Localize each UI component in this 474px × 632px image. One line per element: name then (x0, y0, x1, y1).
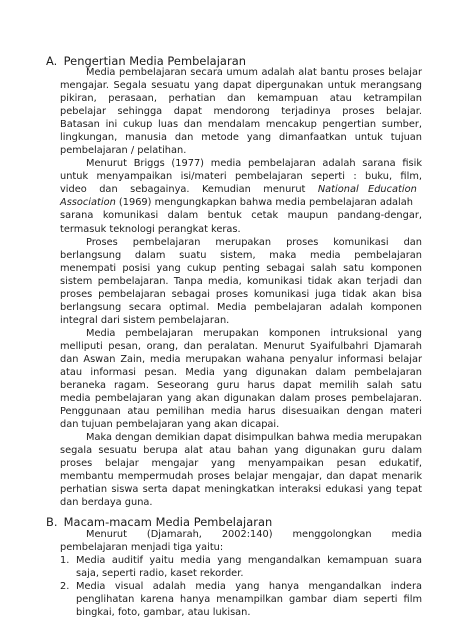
text-line: Media auditif yaitu media yang mengandalkan kemampuan suara (76, 554, 422, 566)
text-line: pikiran, perasaan, perhatian dan kemampuan atau ketrampilan (60, 93, 422, 105)
section-a-number: A. (46, 54, 58, 68)
text-line: dan berdaya guna. (60, 497, 153, 509)
italic-source-name: National Education (317, 184, 417, 196)
text-line: berlangsung secara optimal. Media pembelajaran adalah komponen (60, 301, 422, 313)
text-line: proses belajar mengajar yang menyampaikan pesan edukatif, (60, 458, 422, 469)
text-line: lingkungan, manusia dan metode yang dimanfaatkan untuk tujuan (60, 132, 422, 144)
text-line: Maka dengan demikian dapat disimpulkan bahwa media merupakan (86, 431, 422, 443)
text-line: menempati posisi yang cukup penting sebagai salah satu komponen (60, 262, 422, 274)
text-line: Proses pembelajaran merupakan proses komunikasi dan (86, 236, 422, 248)
text-line: membantu mempermudah proses belajar mengajar, dan dapat menarik (60, 471, 422, 482)
text-line (60, 196, 422, 209)
section-b-number: B. (46, 514, 58, 529)
section-b-title: Macam-macam Media Pembelajaran (63, 514, 273, 529)
text-line: saja, seperti radio, kaset rekorder. (76, 567, 244, 579)
text-line: mengajar. Segala sesuatu yang dapat dipergunakan untuk merangsang (60, 80, 422, 92)
text-line: Penggunaan atau pemilihan media harus disesuaikan dengan materi (60, 405, 422, 417)
text-line (60, 183, 422, 196)
text-line: bingkai, foto, gambar, atau lukisan. (76, 606, 251, 618)
text-line: sarana komunikasi dalam bentuk cetak maupun pandang-dengar, (60, 210, 422, 222)
text-line: Menurut Briggs (1977) media pembelajaran adalah sarana fisik (86, 158, 422, 170)
text-line: pebelajar sehingga dapat mendorong terjadinya proses belajar. (60, 106, 422, 118)
text-line: Media pembelajaran secara umum adalah alat bantu proses belajar (86, 67, 422, 79)
text-span: (1969) mengungkapkan bahwa media pembelajaran adalah (115, 197, 413, 209)
text-line: Media visual adalah media yang hanya mengandalkan indera (76, 580, 422, 592)
text-line: termasuk teknologi perangkat keras. (60, 223, 241, 235)
text-line: dan Aswan Zain, media merupakan wahana penyalur informasi belajar (60, 353, 422, 365)
text-line: pembelajaran menjadi tiga yaitu: (60, 541, 224, 553)
text-line: sistem pembelajaran. Tanpa media, komunikasi tidak akan terjadi dan (60, 275, 422, 287)
text-line: berlangsung dalam suatu sistem, maka media pembelajaran (60, 249, 422, 261)
text-line: melliputi pesan, orang, dan peralatan. Menurut Syaifulbahri Djamarah (60, 340, 422, 352)
text-line: atau informasi pesan. Media yang digunakan dalam pembelajaran (60, 366, 422, 378)
text-line: untuk menyampaikan isi/materi pembelajaran seperti : buku, film, (60, 171, 422, 183)
text-line: beraneka ragam. Seseorang guru harus dapat memilih salah satu (60, 379, 422, 391)
list-item-number: 1. (60, 554, 70, 566)
list-item-number: 2. (60, 580, 70, 592)
text-line: penglihatan karena hanya menampilkan gambar diam seperti film (76, 593, 422, 605)
text-line: Batasan ini cukup luas dan mendalam mencakup pengertian sumber, (60, 119, 422, 131)
text-line: media pembelajaran yang akan digunakan dalam proses pembelajaran. (60, 392, 422, 404)
text-line: proses pembelajaran sebagai proses komunikasi juga tidak akan bisa (60, 288, 422, 300)
text-line: Media pembelajaran merupakan komponen intruksional yang (86, 327, 422, 339)
text-line: integral dari sistem pembelajaran. (60, 314, 230, 326)
section-a-title: Pengertian Media Pembelajaran (63, 54, 246, 68)
italic-source-name: Association (60, 197, 116, 209)
text-span: video dan sebagainya. Kemudian menurut (60, 184, 318, 196)
text-line: perhatian siswa serta dapat meningkatkan interaksi edukasi yang tepat (60, 484, 422, 495)
text-line: dan tujuan pembelajaran yang akan dicapai. (60, 418, 280, 430)
section-b-heading (46, 515, 272, 529)
text-line: Menurut (Djamarah, 2002:140) menggolongkan media (86, 528, 422, 540)
text-line: pembelajaran / pelatihan. (60, 145, 187, 157)
text-line: segala sesuatu berupa alat atau bahan yang digunakan guru dalam (60, 445, 422, 456)
